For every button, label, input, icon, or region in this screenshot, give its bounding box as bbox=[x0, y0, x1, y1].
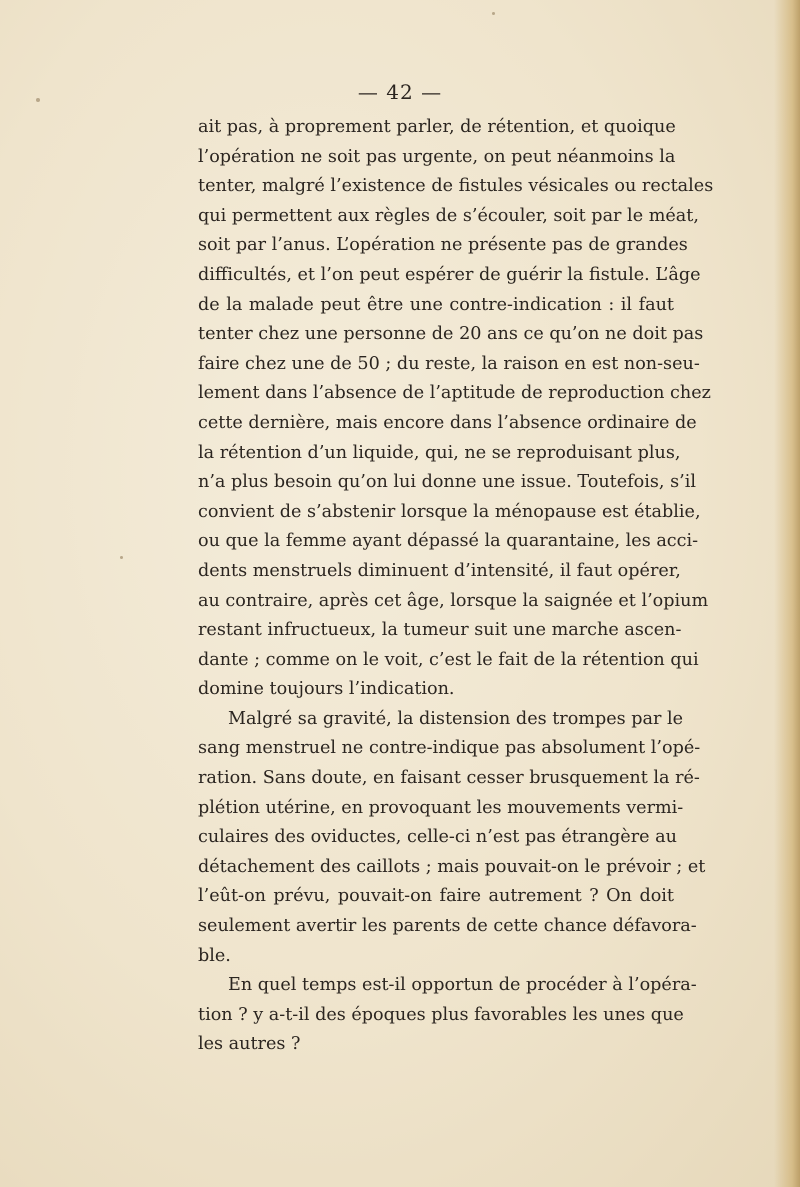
paper-speck bbox=[492, 12, 495, 15]
text-line: sang menstruel ne contre-indique pas absolument l’opé- bbox=[198, 738, 701, 759]
text-line: difficultés, et l’on peut espérer de guérir la fistule. L’âge bbox=[198, 264, 701, 285]
text-line: culaires des oviductes, celle-ci n’est pas étrangère au bbox=[198, 827, 677, 848]
text-line: n’a plus besoin qu’on lui donne une issue. Toutefois, s’il bbox=[198, 472, 696, 493]
text-line: tenter, malgré l’existence de fistules vésicales ou rectales bbox=[198, 176, 714, 197]
text-line: Malgré sa gravité, la distension des trompes par le bbox=[228, 708, 684, 729]
text-line: ration. Sans doute, en faisant cesser brusquement la ré- bbox=[198, 768, 700, 789]
page-edge-shading bbox=[774, 0, 800, 1187]
text-line: soit par l’anus. L’opération ne présente pas de grandes bbox=[198, 235, 688, 256]
text-line: ble. bbox=[198, 945, 231, 966]
text-line: les autres ? bbox=[198, 1034, 301, 1055]
text-line: seulement avertir les parents de cette chance défavora- bbox=[198, 916, 697, 937]
paper-speck bbox=[120, 556, 123, 559]
text-line: ou que la femme ayant dépassé la quarantaine, les acci- bbox=[198, 531, 699, 552]
text-line: détachement des caillots ; mais pouvait-on le prévoir ; et bbox=[198, 856, 706, 877]
text-line: cette dernière, mais encore dans l’absence ordinaire de bbox=[198, 412, 697, 433]
text-line: l’opération ne soit pas urgente, on peut néanmoins la bbox=[198, 146, 676, 167]
text-line: convient de s’abstenir lorsque la ménopause est établie, bbox=[198, 501, 701, 522]
page-number: — 42 — bbox=[357, 80, 443, 104]
text-line: ait pas, à proprement parler, de rétention, et quoique bbox=[198, 117, 676, 137]
text-line: de la malade peut être une contre-indication : il faut bbox=[198, 294, 674, 315]
text-line: dents menstruels diminuent d’intensité, il faut opérer, bbox=[198, 560, 681, 581]
body-text bbox=[198, 113, 714, 1060]
text-line: qui permettent aux règles de s’écouler, soit par le méat, bbox=[198, 205, 699, 226]
text-line: plétion utérine, en provoquant les mouvements vermi- bbox=[198, 797, 684, 818]
text-line: domine toujours l’indication. bbox=[198, 679, 455, 700]
text-line: la rétention d’un liquide, qui, ne se reproduisant plus, bbox=[198, 442, 681, 463]
text-line: au contraire, après cet âge, lorsque la saignée et l’opium bbox=[198, 590, 709, 611]
text-line: l’eût-on prévu, pouvait-on faire autrement ? On doit bbox=[198, 886, 674, 907]
text-line: tenter chez une personne de 20 ans ce qu’on ne doit pas bbox=[198, 324, 704, 345]
text-line: faire chez une de 50 ; du reste, la raison en est non-seu- bbox=[198, 353, 700, 374]
text-line: lement dans l’absence de l’aptitude de reproduction chez bbox=[198, 383, 711, 404]
paper-speck bbox=[36, 98, 40, 102]
text-line: tion ? y a-t-il des époques plus favorables les unes que bbox=[198, 1004, 684, 1025]
text-line: dante ; comme on le voit, c’est le fait de la rétention qui bbox=[198, 649, 699, 670]
text-line: En quel temps est-il opportun de procéder à l’opéra- bbox=[228, 975, 697, 996]
text-line: restant infructueux, la tumeur suit une marche ascen- bbox=[198, 620, 682, 641]
